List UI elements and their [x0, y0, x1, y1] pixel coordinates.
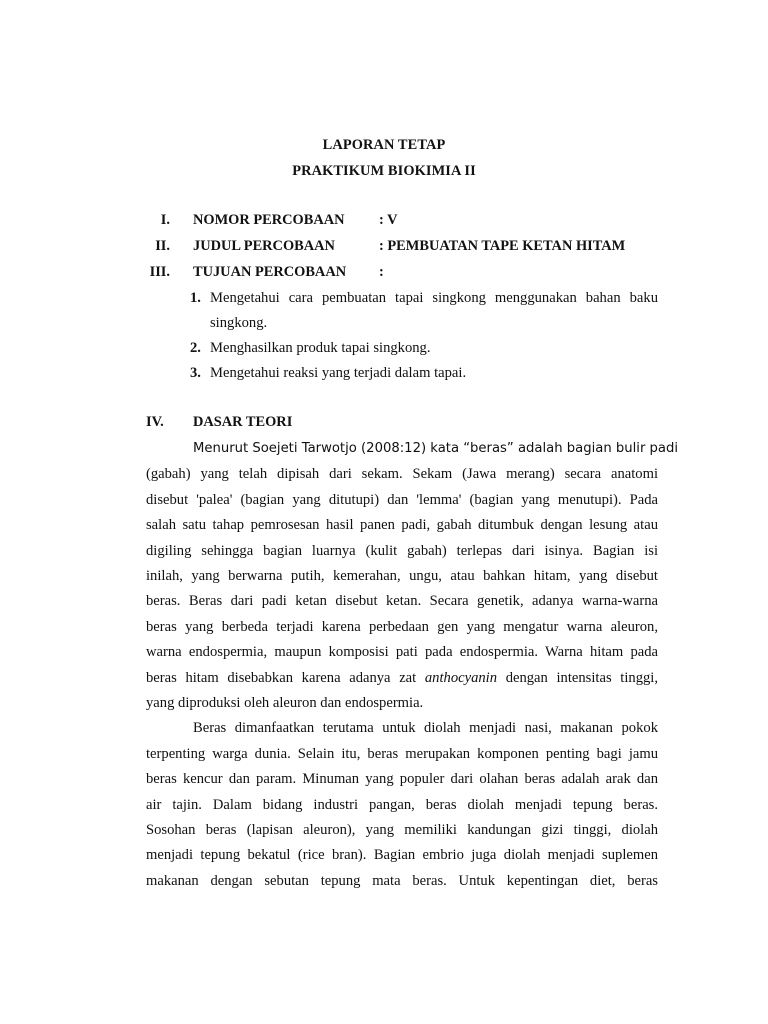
objective-text: Mengetahui reaksi yang terjadi dalam tapai. — [210, 365, 467, 381]
paragraph-line — [146, 669, 658, 687]
section-label: JUDUL PERCOBAAN — [193, 238, 335, 254]
objective-number: 3. — [190, 365, 201, 381]
section-label: DASAR TEORI — [193, 414, 293, 430]
italic-term: anthocyanin — [424, 669, 498, 686]
paragraph-line: warna endospermia, maupun komposisi pati pada endospermia. Warna hitam pada — [146, 644, 658, 661]
paragraph-line: inilah, yang berwarna putih, kemerahan, ungu, atau bahkan hitam, yang disebut — [146, 568, 658, 584]
paragraph-line: yang diproduksi oleh aleuron dan endospermia. — [146, 695, 424, 711]
paragraph-line: beras yang berbeda terjadi karena perbedaan gen yang mengatur warna aleuron, — [146, 618, 658, 635]
objective-text: singkong. — [210, 315, 268, 331]
paragraph-line: Beras dimanfaatkan terutama untuk diolah menjadi nasi, makanan pokok — [193, 720, 658, 737]
section-number: II. — [155, 238, 170, 254]
paragraph-line: Menurut Soejeti Tarwotjo (2008:12) kata “beras” adalah bagian bulir padi — [193, 441, 679, 456]
paragraph-line: beras. Beras dari padi ketan disebut ketan. Secara genetik, adanya warna-warna — [146, 593, 658, 610]
paragraph-line: digiling sehingga bagian luarnya (kulit gabah) terlepas dari isinya. Bagian isi — [146, 542, 658, 559]
section-value: : — [379, 264, 384, 280]
paragraph-line: Sosohan beras (lapisan aleuron), yang memiliki kandungan gizi tinggi, diolah — [146, 822, 658, 838]
paragraph-line: beras kencur dan param. Minuman yang populer dari olahan beras adalah arak dan — [146, 771, 658, 788]
section-value: : V — [379, 212, 398, 228]
text-run: dengan intensitas tinggi, — [497, 669, 658, 686]
paragraph-line: makanan dengan sebutan tepung mata beras. Untuk kepentingan diet, beras — [146, 872, 658, 889]
paragraph-line: salah satu tahap pemrosesan hasil panen padi, gabah ditumbuk dengan lesung atau — [146, 517, 658, 534]
objective-number: 2. — [190, 340, 201, 356]
paragraph-line: (gabah) yang telah dipisah dari sekam. Sekam (Jawa merang) secara anatomi — [146, 466, 658, 483]
section-row-tujuan — [0, 264, 768, 284]
section-row-dasar-teori — [0, 414, 768, 434]
section-value: : PEMBUATAN TAPE KETAN HITAM — [379, 238, 626, 254]
text-run: beras hitam disebabkan karena adanya zat — [146, 669, 425, 686]
document-subtitle: PRAKTIKUM BIOKIMIA II — [292, 163, 476, 179]
section-number: IV. — [146, 414, 164, 430]
section-number: III. — [149, 264, 170, 280]
section-label: TUJUAN PERCOBAAN — [193, 264, 347, 280]
paragraph-line: terpenting warga dunia. Selain itu, beras merupakan komponen penting bagi jamu — [146, 745, 658, 762]
paragraph-line: menjadi tepung bekatul (rice bran). Bagian embrio juga diolah menjadi suplemen — [146, 847, 658, 864]
objective-number: 1. — [190, 290, 201, 306]
paragraph-line: disebut 'palea' (bagian yang ditutupi) dan 'lemma' (bagian yang menutupi). Pada — [146, 491, 658, 508]
document-title: LAPORAN TETAP — [322, 137, 446, 153]
section-row-nomor — [0, 212, 768, 232]
objective-text: Menghasilkan produk tapai singkong. — [210, 340, 431, 356]
objective-text: Mengetahui cara pembuatan tapai singkong menggunakan bahan baku — [210, 290, 658, 306]
section-number: I. — [160, 212, 170, 228]
paragraph-line: air tajin. Dalam bidang industri pangan, beras diolah menjadi tepung beras. — [146, 796, 658, 813]
section-row-judul — [0, 238, 768, 258]
section-label: NOMOR PERCOBAAN — [193, 212, 345, 228]
